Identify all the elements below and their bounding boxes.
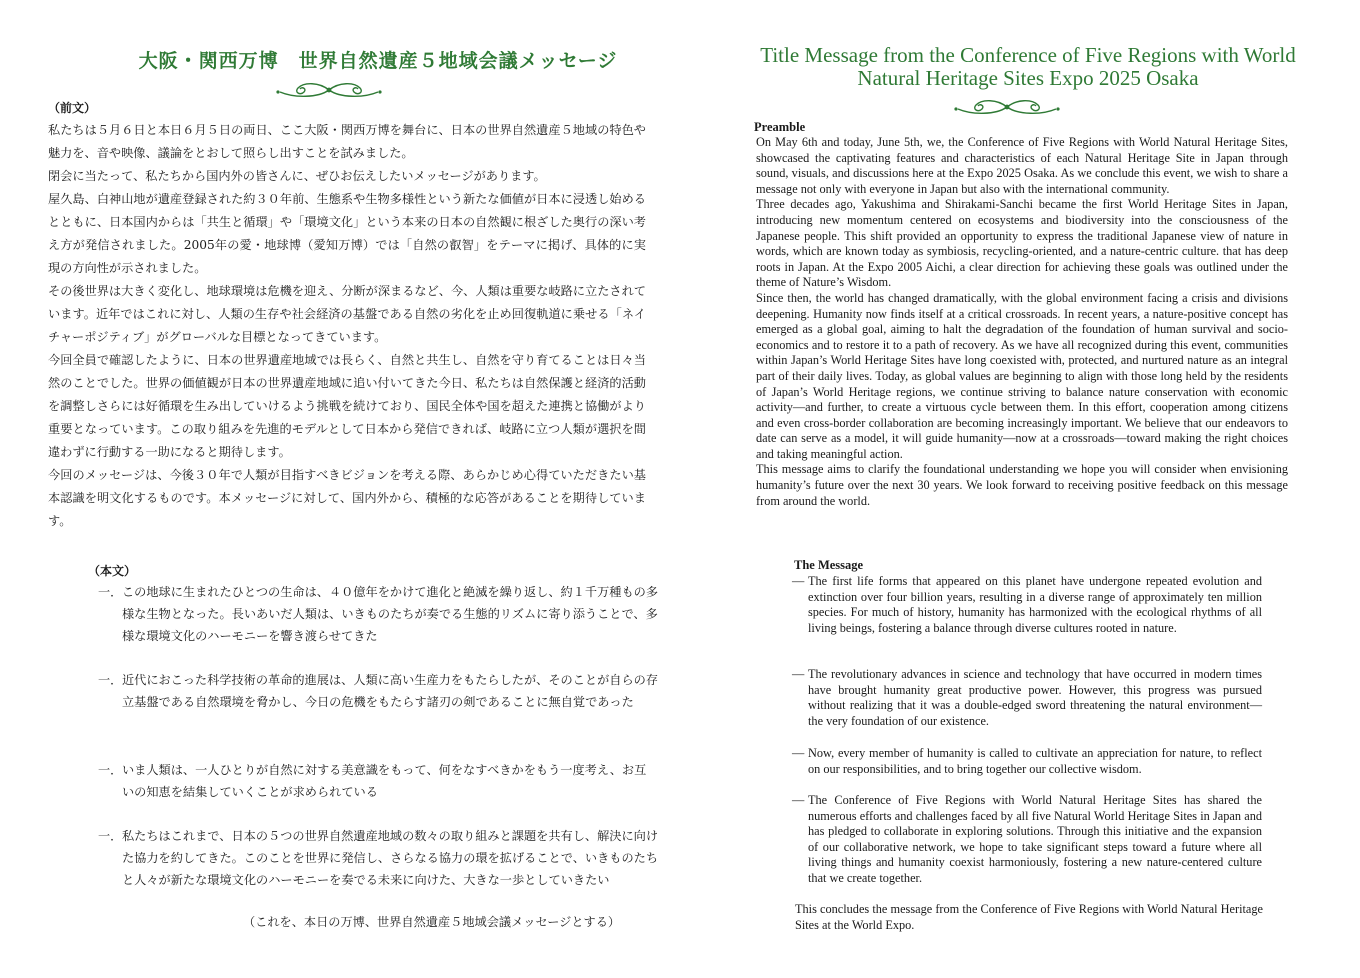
list-bullet: — <box>792 793 805 807</box>
japanese-preamble <box>48 119 646 533</box>
preamble-paragraph: 屋久島、白神山地が遺産登録された約３０年前、生態系や生物多様性という新たな価値が日本に浸透し始めるとともに、日本国内からは「共生と循環」や「環境文化」という本来の日本の自然観に根ざした奥行の深い考え方が発信されました。2005年の愛・地球博（愛知万博）では「自然の叡智」をテーマに掲げ、具体的に実現の方向性が示されました。 <box>48 192 646 275</box>
list-item-text: いま人類は、一人ひとりが自然に対する美意識をもって、何をなすべきかをもう一度考え、お互いの知恵を結集していくことが求められている <box>122 763 647 799</box>
preamble-paragraph: その後世界は大きく変化し、地球環境は危機を迎え、分断が深まるなど、今、人類は重要な岐路に立たされています。近年ではこれに対し、人類の生存や社会経済の基盤である自然の劣化を止め回復軌道に乗せる「ネイチャーポジティブ」がグローバルな目標となってきています。 <box>48 284 646 344</box>
list-item <box>792 574 1262 636</box>
preamble-heading: Preamble <box>754 120 806 134</box>
list-bullet: — <box>792 746 805 760</box>
japanese-closing: （これを、本日の万博、世界自然遺産５地域会議メッセージとする） <box>243 915 621 929</box>
list-bullet: 一． <box>98 829 123 843</box>
list-item <box>98 581 658 647</box>
preamble-paragraph: This message aims to clarify the foundational understanding we hope you will consider when envisioning humanity’s future over the next 30 years. We look forward to receiving positive feedback on this message from around the world. <box>756 462 1288 508</box>
list-item-text: この地球に生まれたひとつの生命は、４０億年をかけて進化と絶滅を繰り返し、約１千万種もの多様な生物となった。長いあいだ人類は、いきものたちが奏でる生態的リズムに寄り添うことで、多様な環境文化のハーモニーを響き渡らせてきた <box>122 585 659 643</box>
list-item-text: 近代におこった科学技術の革命的進展は、人類に高い生産力をもたらしたが、そのことが自らの存立基盤である自然環境を脅かし、今日の危機をもたらす諸刃の剣であることに無自覚であった <box>122 673 659 709</box>
list-item-text: The first life forms that appeared on this planet have undergone repeated evolution and extinction over four billion years, resulting in a diverse range of approximately ten million species. For much of history, humanity has harmonized with the ecological rhythms of all living beings, fostering a balance through diverse cultures rooted in nature. <box>808 574 1262 635</box>
english-title <box>728 44 1328 90</box>
list-item <box>98 759 658 803</box>
english-preamble <box>756 135 1288 509</box>
list-item <box>792 746 1262 777</box>
preamble-paragraph: Three decades ago, Yakushima and Shirakami-Sanchi became the first World Heritage Sites in Japan, introducing new momentum centered on ecosystems and biodiversity into the consciousness of the Japanese people. This shift provided an opportunity to express the traditional Japanese view of nature in words, which are known today as symbiosis, recycling-oriented, and a nature-centric culture. that has deep roots in Japan. At the Expo 2005 Aichi, a clear direction for achieving these goals was outlined under the theme of Nature’s Wisdom. <box>756 197 1288 290</box>
body-label: （本文） <box>88 564 137 578</box>
message-heading: The Message <box>794 558 864 572</box>
english-title-line: Title Message from the Conference of Five Regions with World <box>760 43 1296 67</box>
preamble-paragraph: Since then, the world has changed dramatically, with the global environment facing a crisis and divisions deepening. Humanity now finds itself at a critical crossroads. In recent years, a nature-positive concept has emerged as a global goal, aiming to halt the degradation of the foundation of human survival and socio-economics and to restore it to a path of recovery. As we have all recognized during this event, communities within Japan’s World Heritage Sites have long coexisted with, protected, and nurtured nature as an integral part of their daily lives. Today, as global values are beginning to align with those long held by the residents of Japan’s World Heritage regions, we continue striving to balance nature conservation with economic activity—and further, to create a virtuous cycle between them. In this effort, cooperation among citizens and even cross-border collaboration are becoming increasingly important. We believe that our endeavors to date can serve as a model, it will guide humanity—now at a crossroads—toward making the right choices and taking meaningful action. <box>756 290 1288 461</box>
preamble-paragraph: 閉会に当たって、私たちから国内外の皆さんに、ぜひお伝えしたいメッセージがあります。 <box>48 169 546 183</box>
list-bullet: — <box>792 667 805 681</box>
list-item-text: Now, every member of humanity is called to cultivate an appreciation for nature, to reflect on our responsibilities, and to bring together our collective wisdom. <box>808 746 1262 776</box>
english-closing: This concludes the message from the Conference of Five Regions with World Natural Heritage Sites at the World Expo. <box>795 902 1263 932</box>
preamble-paragraph: 今回のメッセージは、今後３０年で人類が目指すべきビジョンを考える際、あらかじめ心得ていただきたい基本認識を明文化するものです。本メッセージに対して、国内外から、積極的な応答があることを期待しています。 <box>48 468 646 528</box>
list-bullet: 一． <box>98 763 123 777</box>
list-item <box>98 669 658 713</box>
list-item <box>792 793 1262 887</box>
flourish-ornament-icon <box>952 95 1062 119</box>
preamble-paragraph: 私たちは５月６日と本日６月５日の両日、ここ大阪・関西万博を舞台に、日本の世界自然遺産５地域の特色や魅力を、音や映像、議論をとおして照らし出すことを試みました。 <box>48 123 646 160</box>
flourish-ornament-icon <box>274 78 384 102</box>
list-item <box>98 825 658 891</box>
list-item-text: The revolutionary advances in science and technology that have occurred in modern times have brought humanity great productive power. However, this progress was pursued without realizing that it was a double-edged sword threatening the natural environment—the very foundation of our existence. <box>808 667 1262 728</box>
japanese-title: 大阪・関西万博 世界自然遺産５地域会議メッセージ <box>138 50 618 72</box>
preamble-paragraph: On May 6th and today, June 5th, we, the Conference of Five Regions with World Natural Heritage Sites, showcased the captivating features and characteristics of each Natural Heritage Site in Japan through sound, visuals, and discussions here at the Expo 2025 Osaka. As we conclude this event, we wish to share a message not only with everyone in Japan but also with the international community. <box>756 135 1288 196</box>
list-item-text: The Conference of Five Regions with World Natural Heritage Sites has shared the numerous efforts and challenges faced by all five Natural World Heritage Sites in Japan and has pledged to collaborate in exploring solutions. Through this initiative and the expansion of our collaborative network, we hope to take significant steps toward a future where all living things and humanity coexist harmoniously, fostering a new nature-centered culture that we create together. <box>808 793 1262 885</box>
list-bullet: 一． <box>98 673 123 687</box>
preamble-paragraph: 今回全員で確認したように、日本の世界遺産地域では長らく、自然と共生し、自然を守り育てることは日々当然のことでした。世界の価値観が日本の世界遺産地域に追い付いてきた今日、私たちは自然保護と経済的活動を調整しさらには好循環を生み出していけるよう挑戦を続けており、国民全体や国を超えた連携と協働がより重要となっています。この取り組みを先進的モデルとして日本から発信できれば、岐路に立つ人類が選択を間違わずに行動する一助になると期待します。 <box>48 353 646 459</box>
english-title-line: Natural Heritage Sites Expo 2025 Osaka <box>857 66 1199 90</box>
list-item-text: 私たちはこれまで、日本の５つの世界自然遺産地域の数々の取り組みと課題を共有し、解決に向けた協力を約してきた。このことを世界に発信し、さらなる協力の環を拡げることで、いきものたちと人々が新たな環境文化のハーモニーを奏でる未来に向けた、大きな一歩としていきたい <box>122 829 659 887</box>
list-bullet: 一． <box>98 585 123 599</box>
list-item <box>792 667 1262 729</box>
list-bullet: — <box>792 574 805 588</box>
preamble-label: （前文） <box>48 101 97 115</box>
